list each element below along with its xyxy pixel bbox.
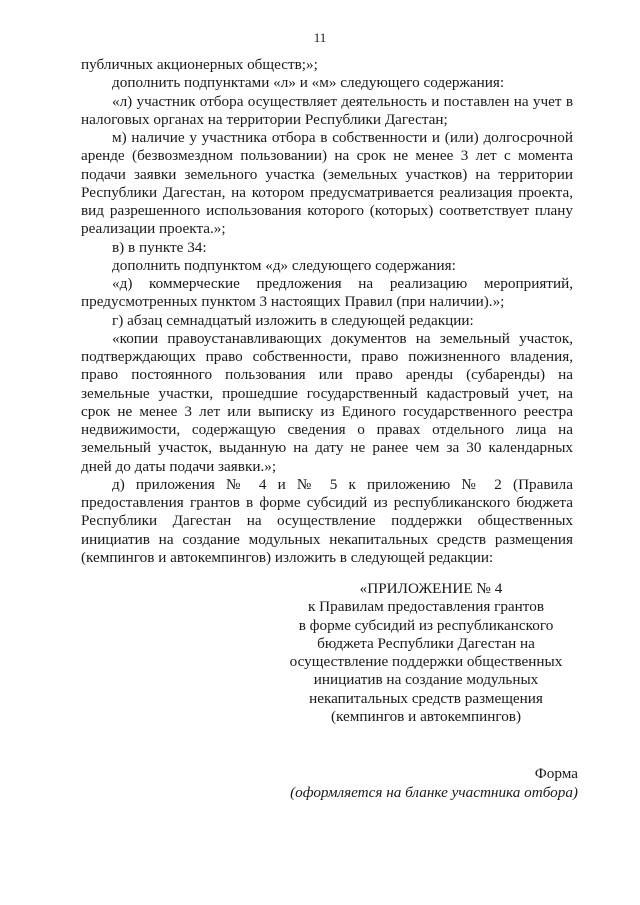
paragraph-add-subpoint-d: дополнить подпунктом «д» следующего содержания:	[112, 256, 456, 274]
page-number: 11	[313, 30, 327, 45]
paragraph-public-companies: публичных акционерных обществ;»;	[81, 56, 318, 73]
paragraph-abzac-17: г) абзац семнадцатый изложить в следующей редакции:	[112, 311, 474, 329]
form-label: Форма	[534, 765, 578, 782]
paragraph-subpoint-d-commercial: «д) коммерческие предложения на реализацию мероприятий, предусмотренных пунктом 3 настоящих Правил (при наличии).»;	[81, 275, 573, 311]
paragraph-appendices-4-5: д) приложения № 4 и № 5 к приложению № 2 (Правила предоставления грантов в форме субсидий из республиканского бюджета Республики Дагестан на осуществление поддержки общественных инициатив на создание модульных некапитальных средств размещения (кемпингов и автокемпингов) изложить в следующей редакции:	[81, 475, 573, 566]
appendix-title: «ПРИЛОЖЕНИЕ № 4	[359, 580, 503, 597]
paragraph-subpoint-l: «л) участник отбора осуществляет деятельность и поставлен на учет в налоговых органах на территории Республики Дагестан;	[81, 92, 573, 128]
appendix-header	[276, 580, 576, 726]
appendix-line: бюджета Республики Дагестан на	[317, 634, 535, 652]
form-note: (оформляется на бланке участника отбора)	[290, 784, 578, 801]
appendix-line: в форме субсидий из республиканского	[298, 616, 554, 634]
appendix-line: к Правилам предоставления грантов	[308, 598, 544, 616]
document-body	[81, 56, 573, 567]
paragraph-point-34: в) в пункте 34:	[112, 238, 207, 256]
appendix-line: (кемпингов и автокемпингов)	[330, 708, 522, 726]
paragraph-add-subpoints-l-m: дополнить подпунктами «л» и «м» следующего содержания:	[112, 74, 505, 92]
paragraph-subpoint-m: м) наличие у участника отбора в собственности и (или) долгосрочной аренде (безвозмездном пользовании) на срок не менее 3 лет с момента подачи заявки земельного участка (земельных участков) на территории Республики Дагестан, на котором предусматривается реализация проекта, вид разрешенного использования которого (которых) соответствует плану реализации проекта.»;	[81, 129, 573, 238]
paragraph-land-documents: «копии правоустанавливающих документов на земельный участок, подтверждающих право собственности, право пожизненного владения, право постоянного пользования или право аренды (субаренды) на земельные участки, прошедшие государственный кадастровый учет, на срок не менее 3 лет или выписку из Единого государственного реестра недвижимости, содержащую сведения о правах отдельного лица на земельный участок, выданную на дату не ранее чем за 30 календарных дней до даты подачи заявки.»;	[81, 329, 573, 475]
appendix-line: осуществление поддержки общественных	[289, 653, 563, 671]
appendix-line: некапитальных средств размещения	[309, 689, 543, 707]
appendix-line: инициатив на создание модульных	[313, 671, 539, 689]
